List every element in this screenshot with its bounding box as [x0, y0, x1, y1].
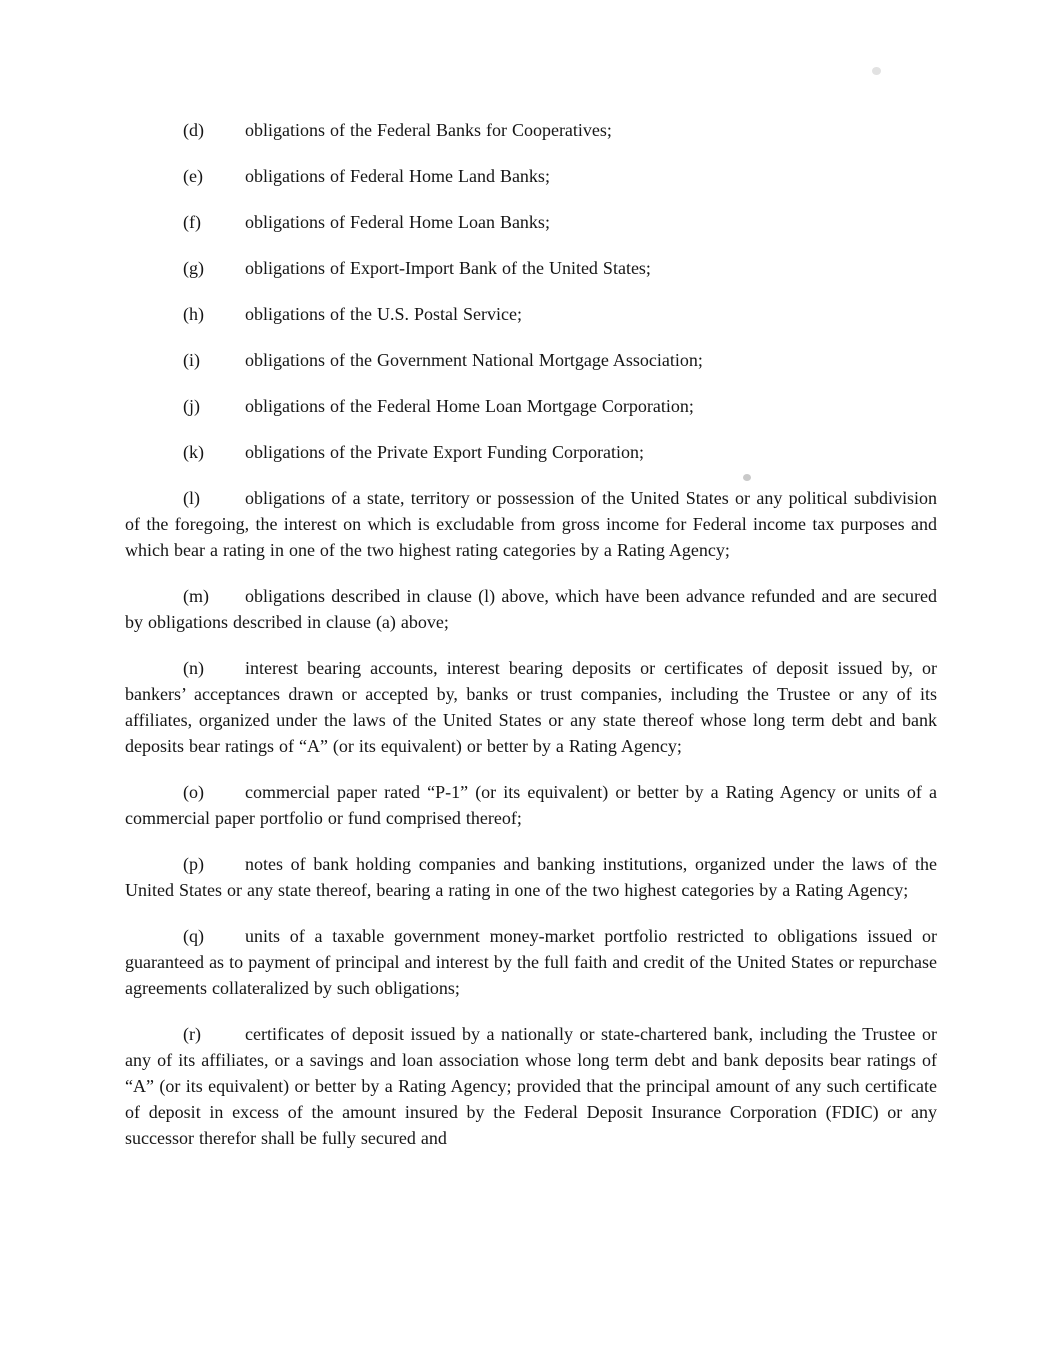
clause-paragraph	[125, 1021, 937, 1151]
clause-paragraph	[125, 485, 937, 563]
clause-letter: (e)	[183, 166, 203, 186]
clause-paragraph	[125, 923, 937, 1001]
clause-letter: (r)	[183, 1024, 201, 1044]
clause-letter: (g)	[183, 258, 204, 278]
clause-text: obligations of the Federal Banks for Cooperatives;	[245, 120, 612, 140]
clause-paragraph	[125, 347, 937, 373]
clause-text: obligations of the U.S. Postal Service;	[245, 304, 522, 324]
clause-paragraph	[125, 117, 937, 143]
clause-paragraph	[125, 301, 937, 327]
clause-letter: (q)	[183, 926, 204, 946]
clause-text: units of a taxable government money-market portfolio restricted to obligations issued or guaranteed as to payment of principal and interest by the full faith and credit of the United States or repurchase agreements collateralized by such obligations;	[125, 926, 937, 998]
clause-letter: (j)	[183, 396, 200, 416]
clause-paragraph	[125, 393, 937, 419]
clause-text: obligations of Federal Home Loan Banks;	[245, 212, 550, 232]
clause-paragraph	[125, 439, 937, 465]
clause-text: obligations of Export-Import Bank of the United States;	[245, 258, 651, 278]
clause-letter: (m)	[183, 586, 209, 606]
clause-text: obligations of a state, territory or possession of the United States or any political subdivision of the foregoing, the interest on which is excludable from gross income for Federal income tax purposes and which bear a rating in one of the two highest rating categories by a Rating Agency;	[125, 488, 937, 560]
clause-text: certificates of deposit issued by a nationally or state-chartered bank, including the Trustee or any of its affiliates, or a savings and loan association whose long term debt and bank deposits bear ratings of “A” (or its equivalent) or better by a Rating Agency; provided that the principal amount of any such certificate of deposit in excess of the amount insured by the Federal Deposit Insurance Corporation (FDIC) or any successor therefor shall be fully secured and	[125, 1024, 937, 1148]
clause-letter: (k)	[183, 442, 204, 462]
clause-letter: (o)	[183, 782, 204, 802]
clause-text: obligations described in clause (l) above, which have been advance refunded and are secured by obligations described in clause (a) above;	[125, 586, 937, 632]
clause-text: obligations of the Government National Mortgage Association;	[245, 350, 703, 370]
clause-paragraph	[125, 255, 937, 281]
clause-text: obligations of Federal Home Land Banks;	[245, 166, 550, 186]
clause-paragraph	[125, 163, 937, 189]
clause-paragraph	[125, 209, 937, 235]
clause-text: obligations of the Private Export Funding Corporation;	[245, 442, 644, 462]
clause-text: obligations of the Federal Home Loan Mortgage Corporation;	[245, 396, 694, 416]
clause-list	[125, 117, 937, 1171]
clause-letter: (f)	[183, 212, 201, 232]
clause-text: notes of bank holding companies and banking institutions, organized under the laws of the United States or any state thereof, bearing a rating in one of the two highest categories by a Rating Agency;	[125, 854, 937, 900]
clause-paragraph	[125, 779, 937, 831]
clause-paragraph	[125, 851, 937, 903]
clause-letter: (i)	[183, 350, 200, 370]
clause-letter: (p)	[183, 854, 204, 874]
clause-letter: (l)	[183, 488, 200, 508]
clause-text: interest bearing accounts, interest bearing deposits or certificates of deposit issued by, or bankers’ acceptances drawn or accepted by, banks or trust companies, including the Trustee or any of its affiliates, organized under the laws of the United States or any state thereof whose long term debt and bank deposits bear ratings of “A” (or its equivalent) or better by a Rating Agency;	[125, 658, 937, 756]
clause-text: commercial paper rated “P-1” (or its equivalent) or better by a Rating Agency or units of a commercial paper portfolio or fund comprised thereof;	[125, 782, 937, 828]
clause-letter: (n)	[183, 658, 204, 678]
clause-letter: (h)	[183, 304, 204, 324]
scan-speck	[872, 67, 881, 75]
clause-paragraph	[125, 655, 937, 759]
clause-letter: (d)	[183, 120, 204, 140]
clause-paragraph	[125, 583, 937, 635]
